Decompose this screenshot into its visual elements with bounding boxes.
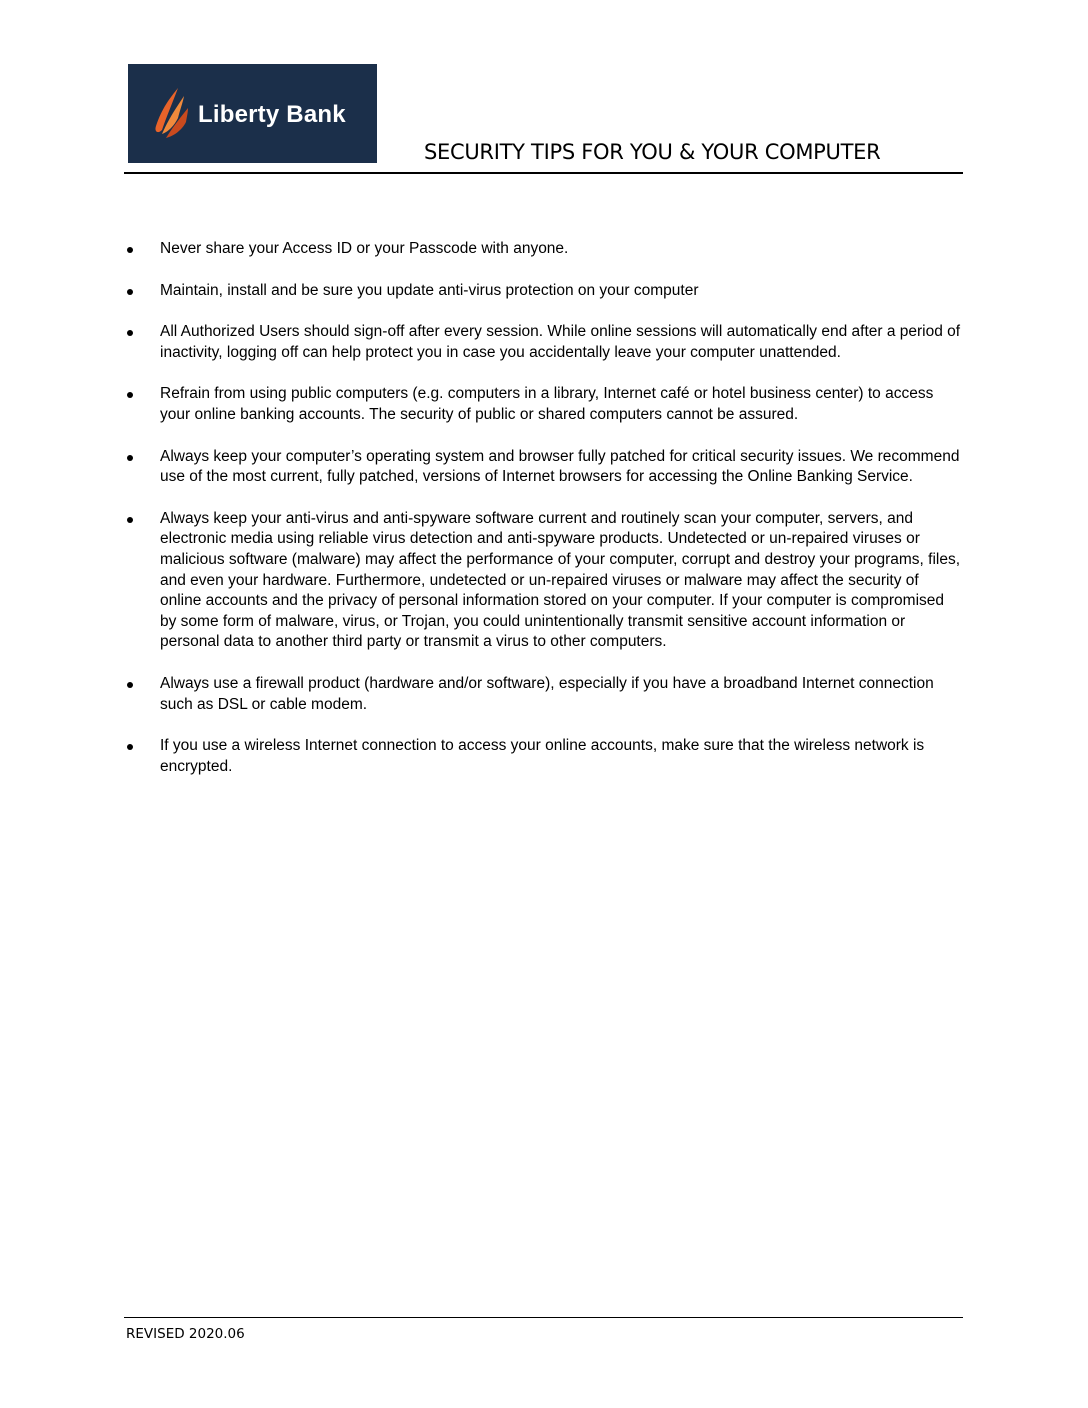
bullet-dot-icon — [127, 455, 133, 461]
footer-divider — [124, 1317, 963, 1318]
page-title: SECURITY TIPS FOR YOU & YOUR COMPUTER — [424, 140, 881, 164]
security-tips-list — [124, 239, 964, 798]
bullet-dot-icon — [127, 330, 133, 336]
bullet-dot-icon — [127, 744, 133, 750]
tip-text: Always keep your computer’s operating system and browser fully patched for critical security issues. We recommend use of the most current, fully patched, versions of Internet browsers for accessing the Online Banking Service. — [160, 447, 960, 486]
tip-text: Maintain, install and be sure you update anti-virus protection on your computer — [160, 281, 699, 299]
list-item — [124, 736, 964, 777]
tip-text: Always use a firewall product (hardware and/or software), especially if you have a broadband Internet connection such as DSL or cable modem. — [160, 674, 934, 713]
bullet-dot-icon — [127, 247, 133, 253]
header-divider — [124, 172, 963, 174]
tip-text: If you use a wireless Internet connection to access your online accounts, make sure that the wireless network is encrypted. — [160, 737, 925, 775]
tip-text: Never share your Access ID or your Passcode with anyone. — [160, 240, 569, 257]
liberty-bank-logo — [128, 64, 377, 163]
tip-text: Refrain from using public computers (e.g. computers in a library, Internet café or hotel business center) to access your online banking accounts. The security of public or shared computers cannot be assured. — [160, 385, 934, 423]
bullet-dot-icon — [127, 392, 133, 398]
list-item — [124, 674, 964, 715]
list-item — [124, 447, 964, 488]
liberty-bank-flame-icon — [148, 86, 192, 142]
tip-text: All Authorized Users should sign-off after every session. While online sessions will automatically end after a period of inactivity, logging off can help protect you in case you accidentally leave your computer unattended. — [160, 323, 961, 361]
list-item — [124, 322, 964, 363]
list-item — [124, 384, 964, 425]
bullet-dot-icon — [127, 682, 133, 688]
tip-text: Always keep your anti-virus and anti-spyware software current and routinely scan your computer, servers, and electronic media using reliable virus detection and anti-spyware products. Undetected or un-repaired viruses or malicious software (malware) may affect the performance of your computer, corrupt and destroy your programs, files, and even your hardware. Furthermore, undetected or un-repaired viruses or malware may affect the security of online accounts and the privacy of personal information stored on your computer. If your computer is compromised by some form of malware, virus, or Trojan, you could unintentionally transmit sensitive account information or personal data to another third party or transmit a virus to other computers. — [160, 509, 961, 651]
bullet-dot-icon — [127, 289, 133, 295]
logo-wordmark: Liberty Bank — [198, 101, 346, 128]
bullet-dot-icon — [127, 517, 133, 523]
list-item — [124, 509, 964, 653]
list-item — [124, 239, 964, 260]
list-item — [124, 281, 964, 302]
revision-date: REVISED 2020.06 — [126, 1326, 245, 1342]
